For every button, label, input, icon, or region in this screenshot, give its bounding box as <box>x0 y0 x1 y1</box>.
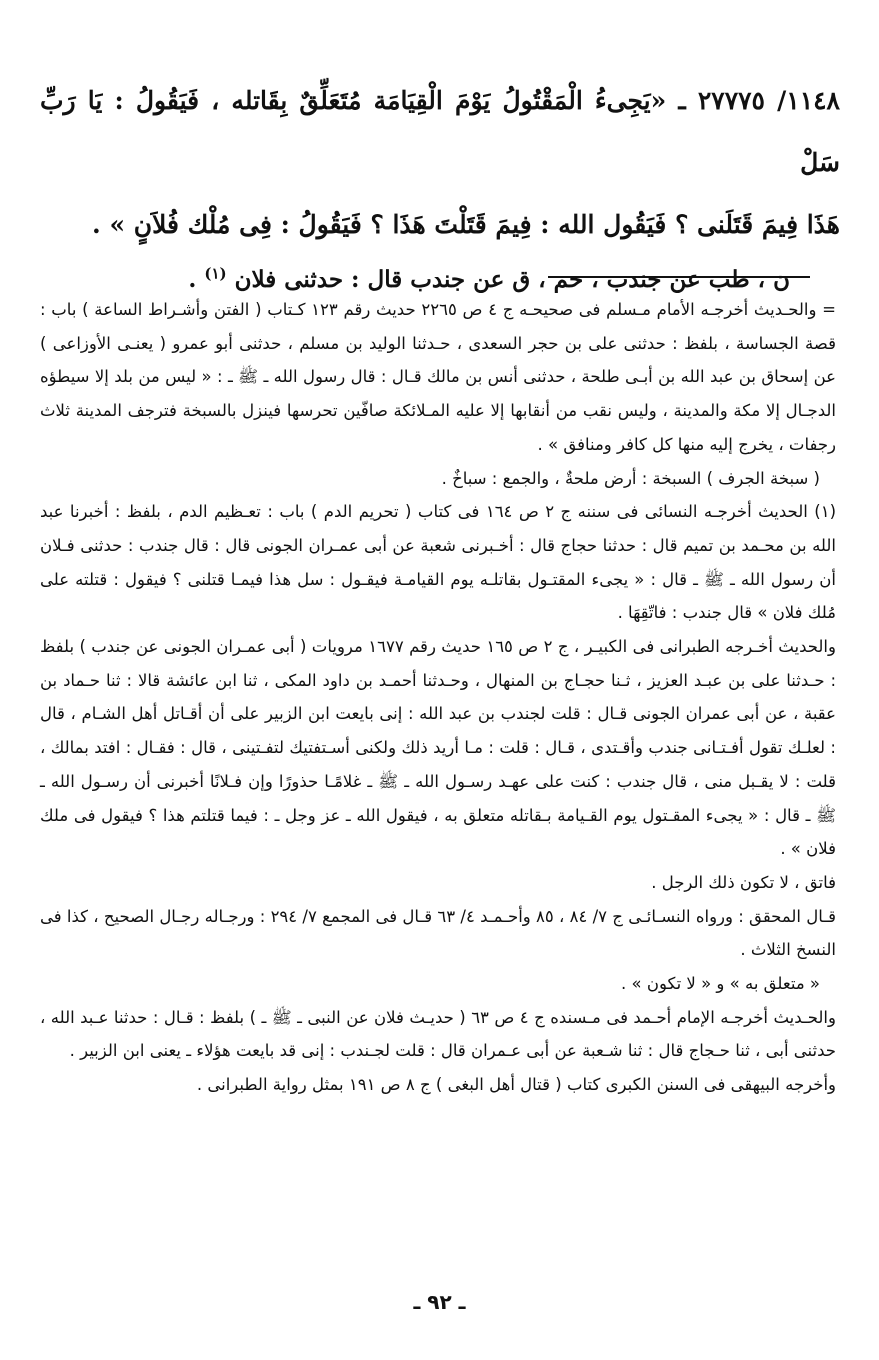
footnote-ahmad: والحـديث أخرجـه الإمام أحـمد فى مـسنده ج ٤ ص ٦٣ ( حديـث فلان عن النبى ـ ﷺ ـ ) بلفظ : قـال : حدثنا عـبد الله ، حدثنى أبى ، ثنا حـجاج قال : ثنا شـعبة عن أبى عـمران قال : قلت لجـندب : إنى قد بايعت هؤلاء ـ يعنى ابن الزبير . <box>40 1007 836 1061</box>
footnote-separator <box>548 276 810 278</box>
footnote-bayhaqi: وأخرجه البيهقى فى السنن الكبرى كتاب ( قتال أهل البغى ) ج ٨ ص ١٩١ بمثل رواية الطبرانى . <box>196 1075 836 1095</box>
footnotes <box>40 293 836 1102</box>
footnote-muhaqqiq: قـال المحقق : ورواه النسـائـى ج ٧/ ٨٤ ، ٨٥ وأحـمـد ٤/ ٦٣ قـال فى المجمع ٧/ ٢٩٤ : ورجـاله رجـال الصحيح ، كذا فى النسخ الثلاث . <box>40 906 836 960</box>
hadith-source-text: ن ، طب عن جندب ، حم ، ق عن جندب قال : حدثنى فلان <box>234 266 790 293</box>
footnote-variants: « متعلق به » و « لا تكون » . <box>621 974 820 994</box>
hadith-line-1: ١١٤٨/ ٢٧٧٧٥ ـ «يَجِىءُ الْمَقْتُولُ يَوْمَ الْقِيَامَة مُتَعَلِّقٌ بِقَاتله ، فَيَقُولُ : يَا رَبِّ سَلْ <box>40 86 840 177</box>
footnote-tabarani: والحديث أخـرجه الطبرانى فى الكبيـر ، ج ٢ ص ١٦٥ حديث رقم ١٦٧٧ مرويات ( أبى عمـران الجونى عن جندب ) بلفظ : حـدثنا على بن عبـد العزيز ، ثـنا حجـاج بن المنهال ، وحـدثنا أحمـد بن داود المكى ، ثنا ابن عائشة قالا : ثنا حـماد بن عقبة ، عن أبى عمران الجونى قـال : قلت لجندب بن عبد الله : إنى بايعت ابن الزبير على أن أقـاتل أهل الشـام ، قال : لعلـك تقول أفـتـانى جندب وأقـتدى ، قـال : قلت : مـا أريد ذلك ولكنى أسـتفتيك لتفـتينى ، قال : فقـال : افتد بمالك ، قلت : لا يقـبل منى ، قال جندب : كنت على عهـد رسـول الله ـ ﷺ ـ غلامًـا حذورًا وإن فـلانًا أخبرنى أن رسـول الله ـ ﷺ ـ قال : « يجىء المقـتول يوم القـيامة بـقاتله متعلق به ، فيقول الله ـ عز وجل ـ : فيما قتلتم هذا ؟ فيقول فى ملك فلان » . <box>40 637 836 859</box>
footnote-nasai: (١) الحديث أخرجـه النسائى فى سننه ج ٢ ص ١٦٤ فى كتاب ( تحريم الدم ) باب : تعـظيم الدم ، بلفظ : أخبرنا عبد الله بن محـمد بن تميم قال : حدثنا حجاج قال : أخـبرنى شعبة عن أبى عمـران الجونى قال : قال جندب : حدثنى فـلان أن رسول الله ـ ﷺ ـ قال : « يجىء المقتـول بقاتلـه يوم القيامـة فيقـول : سل هذا فيمـا قتلنى ؟ فيقول : قتلته على مُلك فلان » قال جندب : فاتّقِهَا . <box>40 502 836 623</box>
hadith-source-end: . <box>188 266 205 293</box>
main-hadith <box>40 70 840 304</box>
page-number: ـ ٩٢ ـ <box>413 1290 466 1314</box>
footnote-fattaq: فاتق ، لا تكون ذلك الرجل . <box>651 872 836 892</box>
footnote-sabkha: ( سبخة الجرف ) السبخة : أرض ملحةٌ ، والجمع : سباخٌ . <box>441 468 820 488</box>
footnote-reference: (١) <box>204 264 227 283</box>
footnote-muslim: = والحـديث أخرجـه الأمام مـسلم فى صحيحـه ج ٤ ص ٢٢٦٥ حديث رقم ١٢٣ كـتاب ( الفتن وأشـراط الساعة ) باب : قصة الجساسة ، بلفظ : حدثنى على بن حجر السعدى ، حـدثنا الوليد بن مسلم ، حدثنى أبو عمرو ( يعنـى الأوزاعى ) عن إسحاق بن عبد الله بن أبـى طلحة ، حدثنى أنس بن مالك قـال : قال رسول الله ـ ﷺ ـ : « ليس من بلد إلا سيطؤه الدجـال إلا مكة والمدينة ، وليس نقب من أنقابها إلا عليه المـلائكة صافّين تحرسها فينزل بالسبخة فترجف المدينة ثلاث رجفات ، يخرج إليه منها كل كافر ومنافق » . <box>40 300 836 454</box>
hadith-line-2: هَذَا فِيمَ قَتَلَنى ؟ فَيَقُول الله : فِيمَ قَتَلْتَ هَذَا ؟ فَيَقُولُ : فِى مُلْك فُلاَنٍ » . <box>92 210 840 239</box>
